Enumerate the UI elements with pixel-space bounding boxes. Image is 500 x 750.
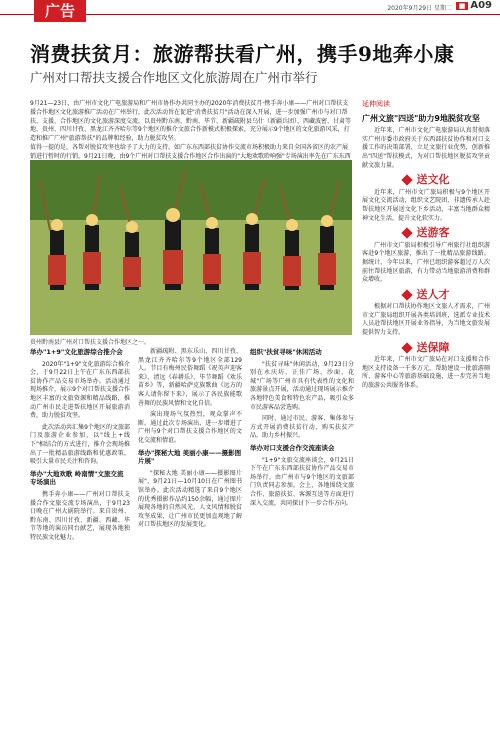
lead-text-2: 值得一提的是，各帮对脱贫攻坚也给予了大力的支持。如广东东西部扶贫协作交流市场积极助力来自全国各省区的农产展销进行暂时的行销，9月21日晚，由9个广州对口帮扶支援合作地区合作出演的"大地欢歌聆响强"专场演出率先在广东东西	[30, 143, 351, 160]
section-title: 送游客	[416, 226, 450, 240]
section-heading: 组织"扶贫寻味"休闲活动	[250, 348, 322, 356]
paragraph: 根据对口帮扶协作地区文旅人才需求，广州市文广旅局组织开展各类培训班，选派专业技术人员赴帮扶地区开展业务指导，为当地文旅发展提供智力支持。	[362, 303, 490, 337]
section-heading: 举办对口支援合作交流座谈会	[250, 443, 335, 452]
section-title: 送人才	[416, 287, 450, 301]
edition-label: A09	[470, 0, 492, 11]
paragraph: 近年来，广州市文广旅局在对口支援和合作地区支持设备一千多万元，帮助建设一批旅游厕所、游客中心等旅游基础设施，进一步完善当地的旅游公共服务体系。	[362, 356, 490, 390]
edition-marker-icon: ■	[456, 2, 469, 10]
main-headline: 消费扶贫月：旅游帮扶看广州，携手9地奔小康	[30, 42, 455, 66]
section-heading: 举办"1+9"文化旅游综合推介会	[30, 348, 123, 356]
sidebar-extended-reading	[362, 100, 490, 394]
paragraph: 近年来，广州市文化广电旅游局认真贯彻落实广州市委市政府关于东西部扶贫协作和对口支援工作的决策部署，立足文旅行业优势，创新推出"四送"帮扶模式，为对口帮扶地区脱贫攻坚贡献文旅力量。	[362, 127, 490, 169]
paragraph: 近年来，广州市文广旅局积极与9个地区开展文化交流活动，组织文艺院团、非遗传承人赴帮扶地区开展送文化下乡活动，丰富当地群众精神文化生活，提升文化软实力。	[362, 188, 490, 222]
diamond-icon	[401, 342, 412, 353]
article-column-3	[250, 348, 354, 511]
section-heading: 举办"大地欢歌 岭南情"文旅交流专场演出	[30, 469, 124, 487]
diamond-icon	[401, 228, 412, 239]
section-header-talent	[362, 287, 490, 301]
paragraph: "探秘大地 美丽小康——摄影图片展"，9月21日—10月10日在广州图书馆举办。此次活动精选了来自9个地区的优秀摄影作品约150余幅，通过图片展现各地的自然风光、人文风情和脱贫攻坚成果，让广州市民更加直观地了解对口帮扶地区的发展变化。	[138, 469, 242, 529]
paragraph: 演出现场气氛热烈，观众掌声不断。通过此次专场演出，进一步增进了广州与9个对口帮扶支援合作地区的文化交流和情谊。	[138, 411, 242, 444]
section-header-culture	[362, 173, 490, 187]
page-date: 2020年9月29日 星期二	[387, 5, 452, 12]
photo-caption: 贵州黔南县广州对口帮扶支援合作地区之一。	[30, 339, 151, 346]
performance-photo	[30, 160, 352, 335]
paragraph: 同时，通过市民、游客、集体参与方式开展消费扶贫行动，购买扶贫产品，助力乡村振兴。	[250, 415, 354, 440]
lead-text: 9月21—23日，由广州市文化广电旅游局和广州市协作办共同主办的2020年消费扶贫月·携手奔小康——广州对口帮扶支援合作地区文化旅游推广活动在广州举行，此次活动旨在促进"消费扶贫月"活动在深入开展，进一步加强广州市与对口帮扶、支援、合作地区的文化旅游深度交流，以贵州黔东南、黔南、毕节、新疆疏附县乌什（新疆兵团）、西藏波密、甘肃等地、贵州、四川甘孜、黑龙江齐齐哈尔等9个地区的推介文旅合作新模式积极探索，充分展示9个地区的文化旅游风采，打造和推广广州"旅游帮扶"的品牌和经验，助力脱贫攻坚。	[30, 100, 352, 143]
advertisement-tag: 广告	[34, 0, 86, 22]
paragraph: "1+9"文旅交流座谈会，9月21日下午在广东东西部扶贫协作产品交易市场举行。由广州市与9个地区的文旅部门负责同志参加。会上，各地围绕文旅合作、旅游扶贫、客源互送等方面进行深入交流，共同探讨下一步合作方向。	[250, 456, 354, 507]
section-heading: 举办"探秘大地 美丽小康——摄影图片展"	[138, 448, 242, 466]
section-header-tourists	[362, 226, 490, 240]
article-column-1	[30, 348, 130, 545]
edition-number	[456, 0, 492, 11]
sidebar-title: 广州文旅"四送"助力9地脱贫攻坚	[362, 113, 480, 123]
article-column-2	[138, 348, 242, 533]
sidebar-label: 延伸阅读	[362, 100, 390, 108]
paragraph: 广州市文广旅局积极引导广州旅行社组织游客赴9个地区旅游，推出了一批精品旅游线路。据统计，今年以来，广州已组织游客超过万人次前往帮扶地区旅游，有力带动当地旅游消费和群众增收。	[362, 241, 490, 284]
paragraph: 此次活动共汇集9个地区的文旅部门及旅游企业参加，以"线上+线下"相结合的方式进行，推介会现场推出了一批精品旅游线路和优惠政策，吸引大量市民关注和咨询。	[30, 423, 130, 466]
section-header-support	[362, 340, 490, 354]
section-title: 送文化	[416, 173, 450, 187]
diamond-icon	[401, 289, 412, 300]
diamond-icon	[401, 175, 412, 186]
paragraph: "扶贫寻味"休闲活动，9月23日分别在永庆坊、正佳广场、沙面、花城"广场等广州市具有代表性的文化和旅游景点开展，活动通过现场展示推介各地特色美食和特色农产品，吸引众多市民游客品尝选购。	[250, 360, 354, 411]
section-title: 送保障	[416, 340, 450, 354]
paragraph: 2020年"1+9"文化旅游综合推介会，于9月22日上午在广东东西部扶贫协作产品交易市场举办。活动通过现场推介，展示9个对口帮扶支援合作地区丰富的文旅资源和精品线路，推动广州市民走进帮扶地区开展旅游消费，助力脱贫攻坚。	[30, 360, 130, 420]
paragraph: 携手奔小康——广州对口帮扶支援合作文旅交流专场演出，于9月23日晚在广州大剧院举行。来自贵州、黔东南、四川甘孜、新疆、西藏、毕节等地的演员同台献艺，展现各地独特民族文化魅力。	[30, 490, 130, 541]
sub-headline: 广州对口帮扶支援合作地区文化旅游周在广州市举行	[30, 70, 318, 85]
paragraph: 新疆疏附、黑东乐山、四川甘孜、黑龙江齐齐哈尔等9个地区全部129人。节目有梅州民俗舞蹈《祝英声迎客来》、清远《春耕乐》、毕节舞蹈《欢乐苗乡》等，新疆哈萨克族歌曲《远方的客人请你留下来》，展示了各民族能歌善舞的民族风情和文化自信。	[138, 348, 242, 407]
